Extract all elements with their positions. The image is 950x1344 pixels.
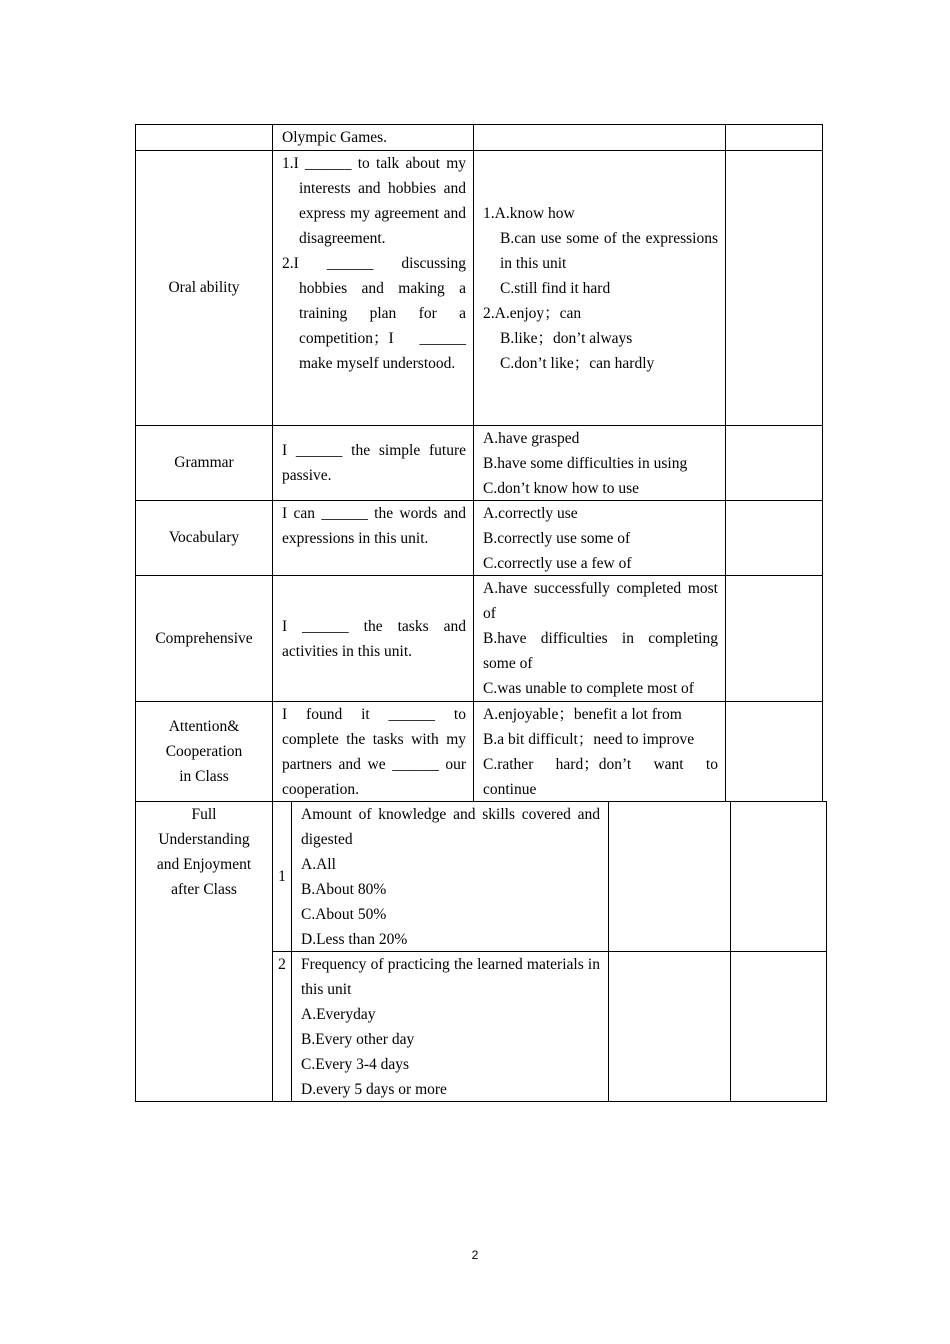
table-border xyxy=(473,124,474,801)
item-number: 1 xyxy=(278,868,286,885)
row-label-oral-ability: Oral ability xyxy=(168,279,240,296)
row-label-vocabulary: Vocabulary xyxy=(168,529,240,546)
statement-cell-oral-ability xyxy=(282,151,466,376)
options-cell-attention-cooperation: A.enjoyable；benefit a lot from B.a bit difficult；need to improve C.rather hard；don’t want to continue xyxy=(483,706,718,798)
statement-2: 2.I ______ discussing hobbies and making a training plan for a competition；I ______ make myself understood. xyxy=(282,255,466,372)
row-label-comprehensive: Comprehensive xyxy=(155,630,253,647)
table-border xyxy=(135,150,823,151)
options-cell-vocabulary: A.correctly use B.correctly use some of C.correctly use a few of xyxy=(483,505,632,572)
table-border xyxy=(608,801,609,1101)
table-border xyxy=(135,500,823,501)
table-border xyxy=(291,801,292,1101)
question-cell-knowledge: Amount of knowledge and skills covered and digested A.All B.About 80% C.About 50% D.Less than 20% xyxy=(301,806,600,948)
table-border xyxy=(135,124,823,125)
table-border xyxy=(135,124,136,1102)
item-number: 2 xyxy=(278,956,286,973)
statement-cell-grammar: I ______ the simple future passive. xyxy=(282,442,466,484)
table-border xyxy=(730,801,731,1101)
options-cell-oral-ability: 1.A.know how B.can use some of the expressions in this unit C.still find it hard 2.A.enjoy；can B.like；don’t always C.don’t like；can hardly xyxy=(483,205,718,372)
statement-cell-attention-cooperation: I found it ______ to complete the tasks with my partners and we ______ our cooperation. xyxy=(282,706,466,798)
table-border xyxy=(826,801,827,1101)
table-border xyxy=(135,701,823,702)
continuation-text: Olympic Games. xyxy=(282,129,388,146)
statement-cell-comprehensive: I ______ the tasks and activities in this unit. xyxy=(282,618,466,660)
table-border xyxy=(822,124,823,801)
table-border xyxy=(725,124,726,801)
row-label-attention-cooperation: Attention& Cooperation in Class xyxy=(165,718,243,785)
question-cell-frequency: Frequency of practicing the learned materials in this unit A.Everyday B.Every other day C.Every 3-4 days D.every 5 days or more xyxy=(301,956,600,1098)
table-border xyxy=(135,575,823,576)
statement-cell-vocabulary: I can ______ the words and expressions in this unit. xyxy=(282,505,466,547)
table-border xyxy=(135,425,823,426)
options-cell-grammar: A.have grasped B.have some difficulties in using C.don’t know how to use xyxy=(483,430,688,497)
row-label-grammar: Grammar xyxy=(174,454,234,471)
statement-1: 1.I ______ to talk about my interests and hobbies and express my agreement and disagreement. xyxy=(282,155,466,247)
row-label-full-understanding: Full Understanding and Enjoyment after Class xyxy=(156,806,252,898)
options-cell-comprehensive: A.have successfully completed most of B.have difficulties in completing some of C.was unable to complete most of xyxy=(483,580,718,697)
page-number: 2 xyxy=(471,1248,479,1262)
